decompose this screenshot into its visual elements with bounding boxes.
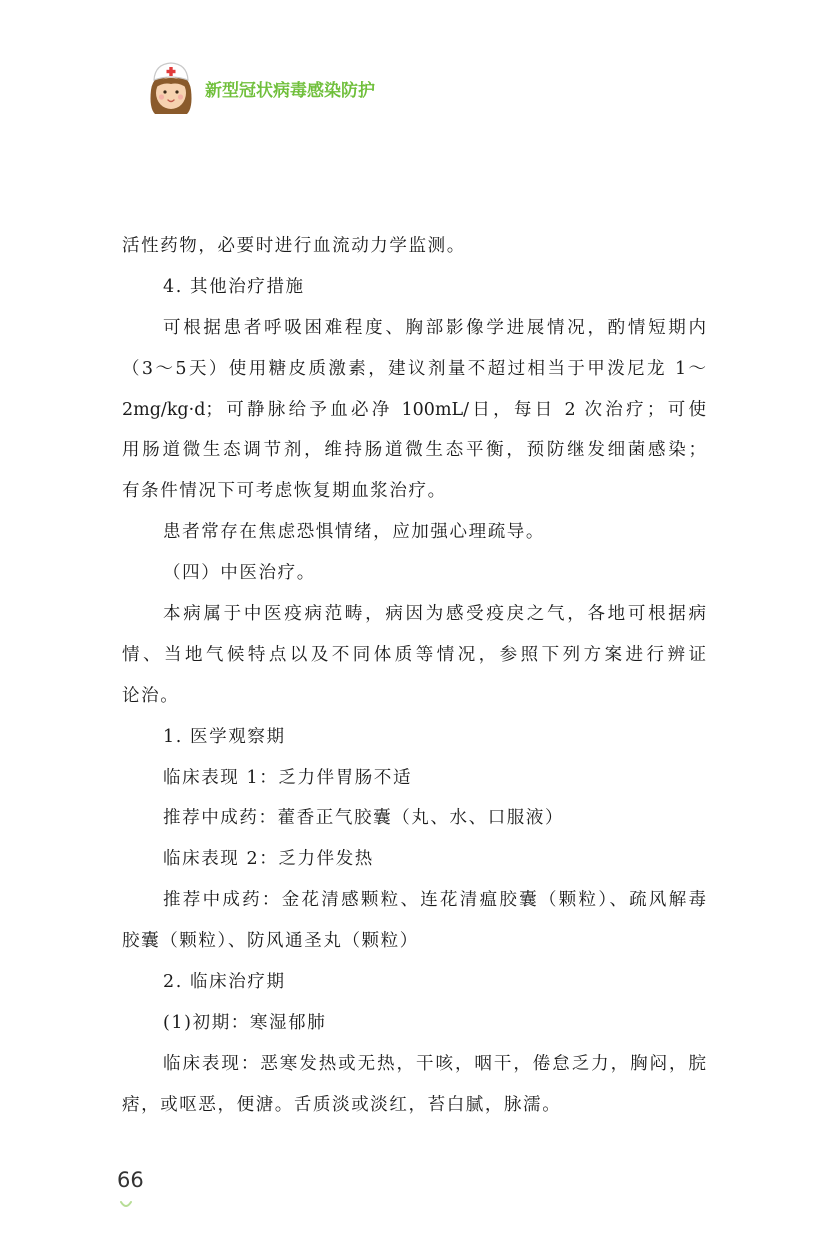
- paragraph-line: （3～5天）使用糖皮质激素，建议剂量不超过相当于甲泼尼龙 1～: [122, 358, 706, 379]
- paragraph-line: 活性药物，必要时进行血流动力学监测。: [122, 236, 466, 256]
- paragraph-line: 推荐中成药：金花清感颗粒、连花清瘟胶囊（颗粒）、疏风解毒: [163, 890, 706, 911]
- paragraph-line: 2mg/kg·d；可静脉给予血必净 100mL/日，每日 2 次治疗；可使: [122, 399, 706, 420]
- page-number: 66: [117, 1168, 144, 1192]
- paragraph-line: 论治。: [122, 685, 180, 706]
- book-title: 新型冠状病毒感染防护: [205, 80, 375, 101]
- paragraph-line: 临床表现 1：乏力伴胃肠不适: [163, 767, 413, 788]
- paragraph-line: 推荐中成药：藿香正气胶囊（丸、水、口服液）: [163, 808, 565, 829]
- paragraph-line: 本病属于中医疫病范畴，病因为感受疫戾之气，各地可根据病: [163, 604, 706, 625]
- paragraph-line: 情、当地气候特点以及不同体质等情况，参照下列方案进行辨证: [122, 644, 706, 665]
- paragraph-line: 用肠道微生态调节剂，维持肠道微生态平衡，预防继发细菌感染；: [122, 440, 706, 461]
- paragraph-line: 有条件情况下可考虑恢复期血浆治疗。: [122, 481, 447, 502]
- paragraph-line: 痞，或呕恶，便溏。舌质淡或淡红，苔白腻，脉濡。: [122, 1094, 562, 1115]
- paragraph-line: 临床表现 2：乏力伴发热: [163, 849, 374, 870]
- section-heading: 4. 其他治疗措施: [163, 276, 305, 297]
- paragraph-line: 胶囊（颗粒）、防风通圣丸（颗粒）: [122, 931, 419, 952]
- page-header: [145, 60, 375, 116]
- leaf-mark-icon: [120, 1200, 132, 1210]
- page-body: [122, 226, 706, 1126]
- section-heading: 1. 医学观察期: [163, 726, 286, 747]
- section-heading: （四）中医治疗。: [163, 563, 316, 584]
- paragraph-line: 患者常存在焦虑恐惧情绪，应加强心理疏导。: [163, 522, 545, 543]
- section-heading: (1)初期：寒湿郁肺: [163, 1012, 327, 1033]
- nurse-avatar-icon: [145, 60, 197, 116]
- section-heading: 2. 临床治疗期: [163, 972, 286, 993]
- paragraph-line: 临床表现：恶寒发热或无热，干咳，咽干，倦怠乏力，胸闷，脘: [163, 1053, 706, 1074]
- paragraph-line: 可根据患者呼吸困难程度、胸部影像学进展情况，酌情短期内: [163, 317, 706, 338]
